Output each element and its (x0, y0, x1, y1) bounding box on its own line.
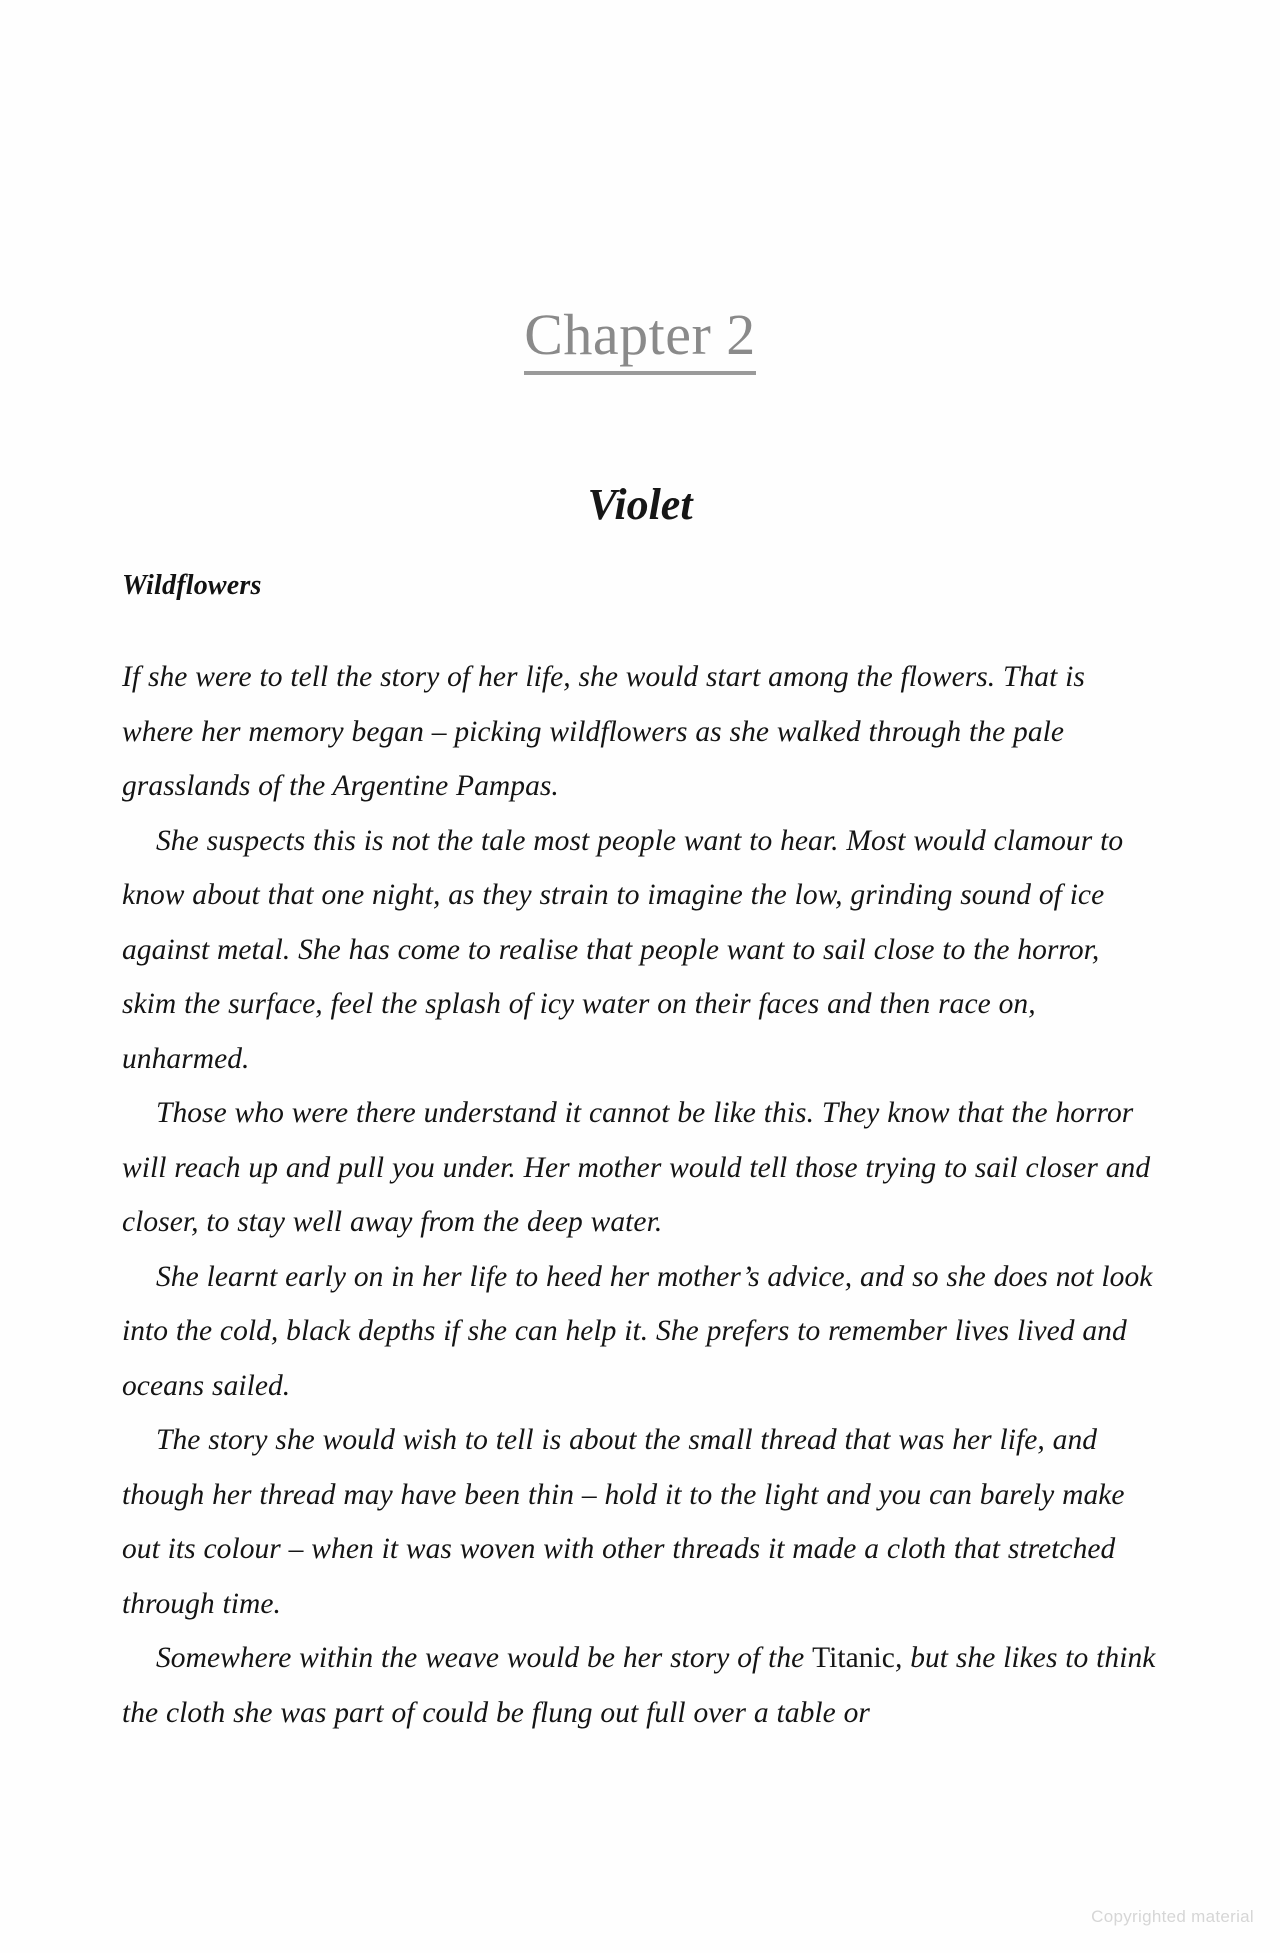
paragraph-1: If she were to tell the story of her life, she would start among the flowers. That is where her memory began – picking wildflowers as she walked through the pale grasslands of the Argentine Pampas. (122, 661, 1085, 802)
chapter-title-text: Chapter 2 (524, 303, 756, 375)
page-title (0, 303, 1280, 375)
paragraph-2: She suspects this is not the tale most people want to hear. Most would clamour to know about that one night, as they strain to imagine the low, grinding sound of ice against metal. She has come to realise that people want to sail close to the horror, skim the surface, feel the splash of icy water on their faces and then race on, unharmed. (122, 824, 1124, 1075)
section-heading: Wildflowers (122, 570, 262, 601)
paragraph-6 (122, 1631, 1158, 1740)
paragraph-5: The story she would wish to tell is about the small thread that was her life, and though her thread may have been thin – hold it to the light and you can barely make out its colour – when it was woven with other threads it made a cloth that stretched through time. (122, 1424, 1125, 1620)
body-column (122, 570, 1158, 1740)
paragraph-6-after: , but she likes to think the cloth she was part of could be flung out full over a table or (122, 1642, 1156, 1729)
paragraph-4: She learnt early on in her life to heed her mother’s advice, and so she does not look into the cold, black depths if she can help it. She prefers to remember lives lived and oceans sailed. (122, 1260, 1153, 1402)
copyright-watermark: Copyrighted material (1091, 1907, 1254, 1926)
ship-name-titanic: Titanic (812, 1642, 895, 1674)
chapter-subject: Violet (587, 479, 693, 529)
paragraph-6-before: Somewhere within the weave would be her story of the (156, 1642, 813, 1674)
paragraph-3: Those who were there understand it cannot be like this. They know that the horror will reach up and pull you under. Her mother would tell those trying to sail closer and closer, to stay well away from the deep water. (122, 1097, 1151, 1238)
